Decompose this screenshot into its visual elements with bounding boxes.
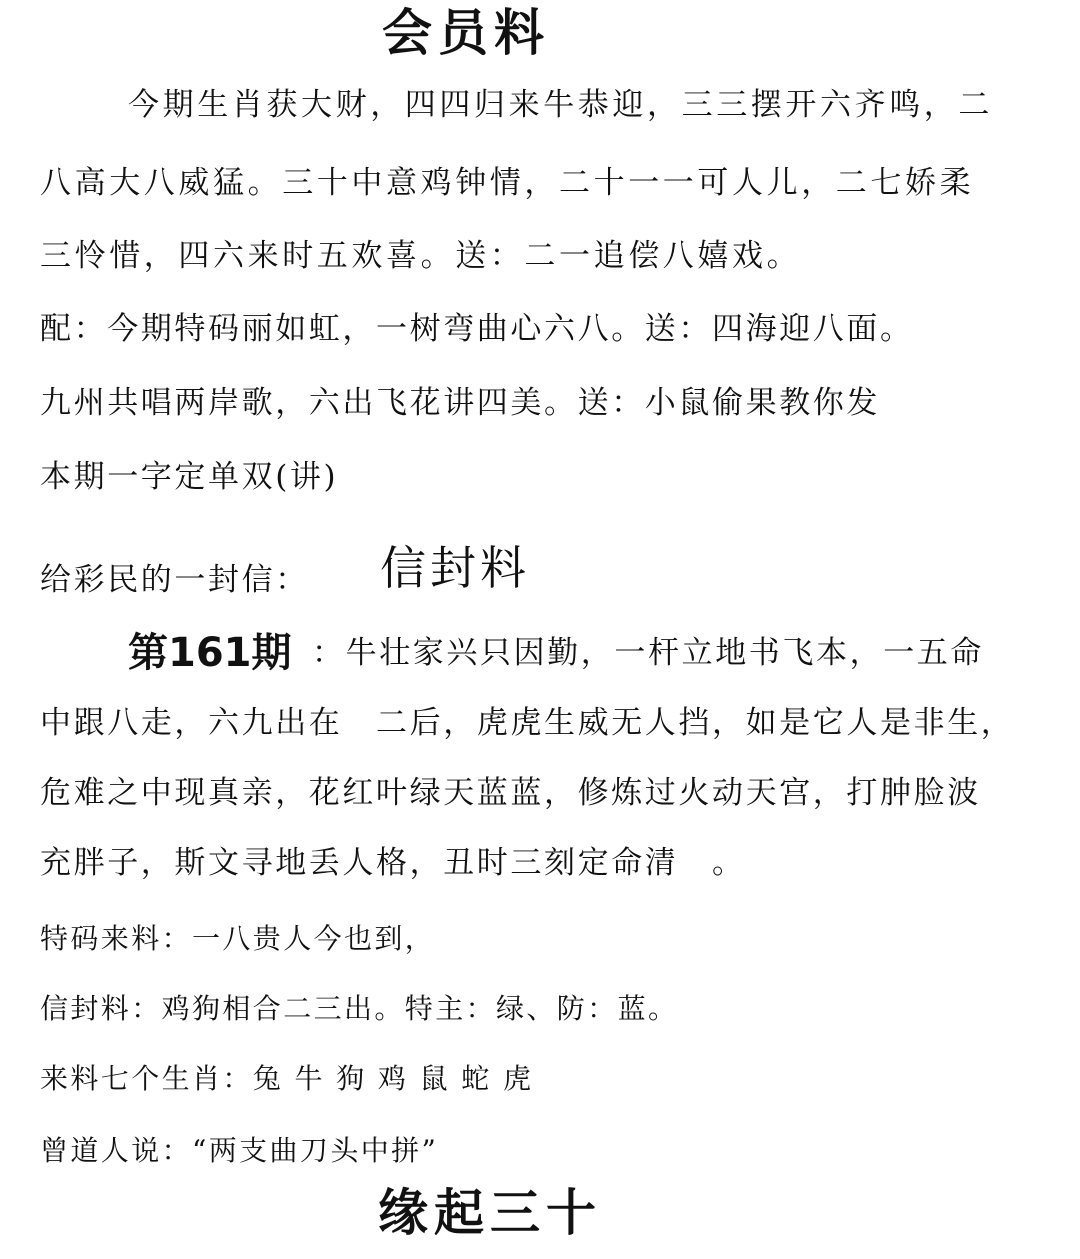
envelope-line-7: 来料七个生肖：兔 牛 狗 鸡 鼠 蛇 虎 — [40, 1062, 534, 1095]
envelope-line-6: 信封料：鸡狗相合二三出。特主：绿、防：蓝。 — [40, 992, 679, 1025]
member-line-2: 八高大八威猛。三十中意鸡钟情，二十一一可人儿，二七娇柔 — [40, 165, 975, 201]
member-line-5: 九州共唱两岸歌，六出飞花讲四美。送：小鼠偷果教你发 — [40, 385, 880, 421]
envelope-line-1: ：牛壮家兴只因勤，一杆立地书飞本，一五命 — [312, 635, 984, 671]
member-line-3: 三怜惜，四六来时五欢喜。送：二一追偿八嬉戏。 — [40, 238, 802, 274]
issue-label: 第161期 — [128, 630, 292, 676]
footer-title: 缘起三十 — [378, 1183, 602, 1242]
envelope-line-5: 特码来料：一八贵人今也到， — [40, 922, 436, 955]
envelope-line-3: 危难之中现真亲，花红叶绿天蓝蓝，修炼过火动天宫，打肿脸波 — [40, 775, 981, 811]
member-line-1: 今期生肖获大财，四四归来牛恭迎，三三摆开六齐鸣，二 — [128, 87, 993, 123]
envelope-line-2: 中跟八走，六九出在 二后，虎虎生威无人挡，如是它人是非生， — [40, 705, 1015, 741]
envelope-prefix: 给彩民的一封信： — [40, 562, 309, 598]
envelope-title: 信封料 — [380, 541, 530, 595]
member-line-4: 配：今期特码丽如虹，一树弯曲心六八。送：四海迎八面。 — [40, 311, 914, 347]
envelope-line-4: 充胖子，斯文寻地丢人格，丑时三刻定命清 。 — [40, 845, 746, 881]
member-line-6: 本期一字定单双(讲) — [40, 459, 339, 495]
member-title: 会员料 — [382, 3, 550, 62]
envelope-line-8: 曾道人说：“两支曲刀头中拼” — [40, 1134, 439, 1167]
